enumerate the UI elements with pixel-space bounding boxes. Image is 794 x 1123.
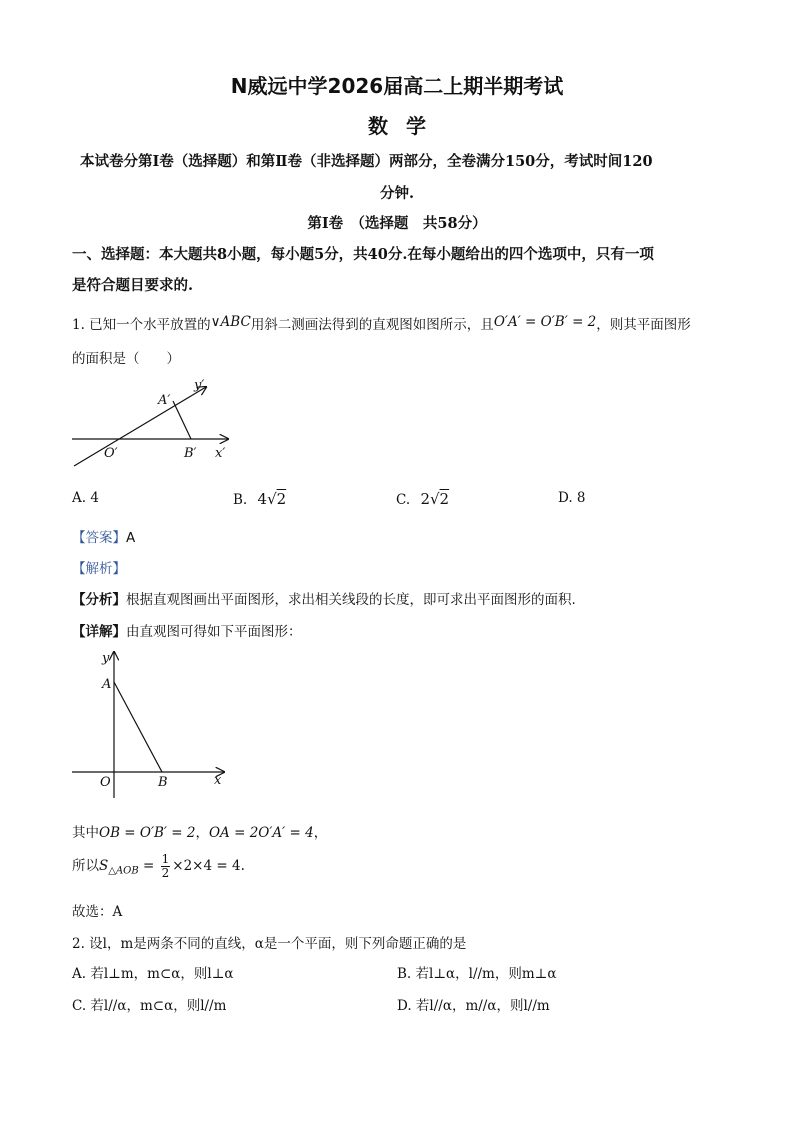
q1-option-c-radicand: 2 <box>439 490 450 508</box>
q2-option-d: D. 若l//α，m//α，则l//m <box>397 998 550 1014</box>
fig2-y-label: y <box>102 651 110 666</box>
q1-option-c-coef: 2 <box>420 490 430 508</box>
subject-title: 数学 <box>368 114 444 138</box>
exam-intro-line2: 分钟. <box>379 185 415 202</box>
area-subscript: △AOB <box>108 865 139 877</box>
q1-option-b-coef: 4 <box>257 490 268 508</box>
analysis-tag: 【解析】 <box>72 561 126 577</box>
answer-line <box>72 526 135 546</box>
fenxi-tag: 【分析】 <box>72 592 126 608</box>
q2-option-c: C. 若l//α，m⊂α，则l//m <box>72 998 227 1014</box>
fenxi-line <box>72 588 576 608</box>
fraction-one-half <box>161 853 171 880</box>
part-title: 第Ⅰ卷 （选择题 共58分） <box>307 215 487 232</box>
q1-option-b-radicand: 2 <box>276 490 287 508</box>
exam-title: N威远中学2026届高二上期半期考试 <box>230 74 564 98</box>
q1-stem-b: 用斜二测画法得到的直观图如图所示，且 <box>250 317 494 333</box>
answer-tag: 【答案】 <box>72 530 126 546</box>
area-symbol: S <box>99 858 109 874</box>
q2-option-a: A. 若l⊥m，m⊂α，则l⊥α <box>72 966 234 982</box>
q1-condition: O′A′ = O′B′ = 2 <box>493 314 597 330</box>
area-eq: = <box>138 858 159 874</box>
fig1-a-label: A′ <box>158 393 171 408</box>
q1-option-d: D. 8 <box>558 490 586 506</box>
fig2-b-label: B <box>158 775 168 790</box>
detail-tag: 【详解】 <box>72 624 126 640</box>
where-eq1: OB = O′B′ = 2 <box>99 825 196 841</box>
answer-value: A <box>126 530 136 546</box>
section-heading-line1: 一、选择题：本大题共8小题，每小题5分，共40分.在每小题给出的四个选项中，只有一项 <box>72 246 654 263</box>
question-1-stem-line2: 的面积是（ ） <box>72 351 180 367</box>
where-line <box>72 821 327 841</box>
q1-oblique-figure <box>60 375 250 470</box>
q1-option-c-label: C. <box>396 492 411 508</box>
q1-option-c <box>396 490 449 508</box>
fraction-denominator: 2 <box>161 866 170 880</box>
q2-option-b: B. 若l⊥α，l//m，则m⊥α <box>397 966 557 982</box>
where-sep: ， <box>195 825 209 841</box>
fig1-o-label: O′ <box>104 446 118 461</box>
segment-ab <box>114 682 162 772</box>
q1-planar-figure <box>66 648 236 803</box>
q1-stem-a: 1. 已知一个水平放置的 <box>72 317 211 333</box>
q1-option-b-label: B. <box>233 492 248 508</box>
area-line <box>72 853 245 880</box>
q1-stem-c: ，则其平面图形 <box>596 317 691 333</box>
fig1-b-label: B′ <box>184 446 197 461</box>
fenxi-text: 根据直观图画出平面图形，求出相关线段的长度，即可求出平面图形的面积. <box>126 592 576 608</box>
fig2-o-label: O <box>100 775 111 790</box>
so-prefix: 所以 <box>72 858 99 874</box>
area-rest: ×2×4 = 4 <box>172 858 241 874</box>
q1-option-c-value: 2√2 <box>420 490 450 508</box>
detail-text: 由直观图可得如下平面图形： <box>126 624 302 640</box>
where-prefix: 其中 <box>72 825 99 841</box>
section-heading-line2: 是符合题目要求的. <box>72 277 194 294</box>
segment-a-b <box>173 401 191 439</box>
fig1-x-label: x′ <box>215 446 226 461</box>
fraction-numerator: 1 <box>161 852 170 866</box>
where-end: ， <box>313 825 328 841</box>
detail-line <box>72 620 302 640</box>
area-end: . <box>240 858 245 874</box>
q1-option-b-value: 4√2 <box>257 490 287 508</box>
exam-intro-line1: 本试卷分第Ⅰ卷（选择题）和第Ⅱ卷（非选择题）两部分，全卷满分150分，考试时间120 <box>80 153 653 170</box>
q1-triangle: ∨ABC <box>210 314 251 330</box>
question-2-stem: 2. 设l，m是两条不同的直线，α是一个平面，则下列命题正确的是 <box>72 936 467 952</box>
fig1-y-label: y′ <box>194 378 205 393</box>
q1-option-a: A. 4 <box>72 490 99 506</box>
q1-option-b <box>233 490 286 508</box>
fig2-a-label: A <box>102 677 112 692</box>
choice-line: 故选：A <box>72 904 123 920</box>
fig2-x-label: x <box>214 773 222 788</box>
question-1-stem <box>72 313 691 333</box>
where-eq2: OA = 2O′A′ = 4 <box>208 825 314 841</box>
